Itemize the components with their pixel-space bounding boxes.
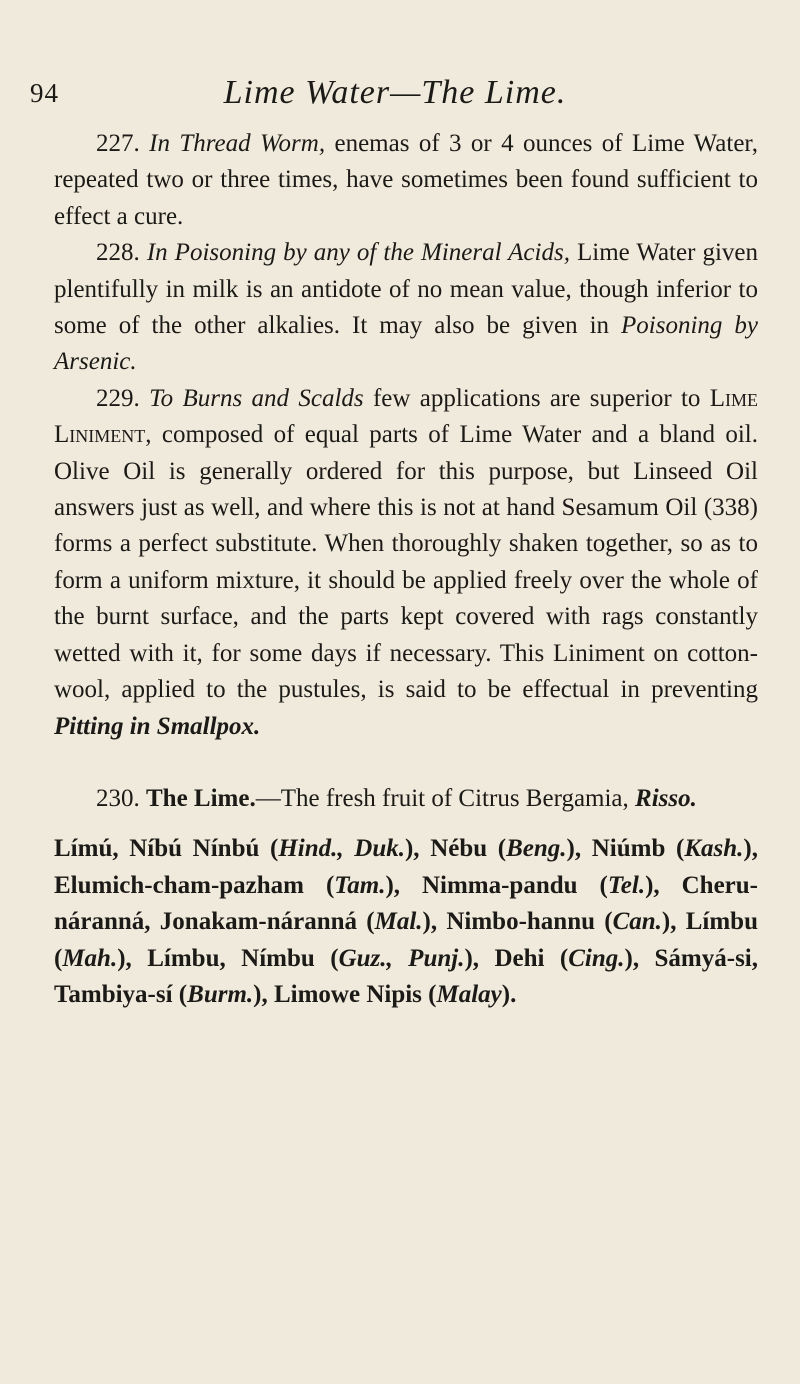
language-abbrev: Cing. [568, 944, 625, 972]
small-caps-term: Lime Liniment, [54, 384, 759, 449]
language-abbrev: Kash. [684, 835, 744, 863]
language-abbrev: Beng. [506, 835, 567, 863]
language-abbrev: Hind., Duk. [278, 835, 405, 863]
synonym-text: ), Nimma-pandu ( [385, 871, 608, 899]
paragraph-number: 227. [96, 130, 140, 157]
section-gap [54, 745, 758, 781]
synonym-text: ), Cheru-náranná, Jonakam-náranná ( [54, 871, 758, 936]
language-abbrev: Malay [436, 980, 502, 1008]
synonym-text: ), Límbu, Nímbu ( [117, 944, 339, 972]
italic-phrase: To Burns and Scalds [149, 384, 364, 412]
paragraph-text: —The fresh fruit of Citrus Bergamia, [255, 784, 636, 812]
paragraph-229 [54, 381, 758, 745]
vernacular-synonyms [54, 831, 758, 1013]
paragraph-text: few applications are superior to [363, 384, 710, 412]
italic-phrase: In Poisoning by any of the Mineral Acids, [146, 239, 570, 267]
language-abbrev: Mah. [62, 944, 118, 972]
paragraph-text: composed of equal parts of Lime Water and a bland oil. Olive Oil is generally ordered for this purpose, but Linseed Oil answers just as well, and where this is not at hand Sesamum Oil (338) forms a perfect substitute. When thoroughly shaken together, so as to form a uniform mixture, it should be applied freely over the whole of the burnt surface, and the parts kept covered with rags constantly wetted with it, for some days if necessary. This Liniment on cotton-wool, applied to the pustules, is said to be effectual in preventing [54, 421, 758, 704]
page-header [30, 74, 760, 118]
paragraph-230 [54, 781, 758, 817]
synonym-text: ), Limowe Nipis ( [253, 980, 437, 1008]
synonym-text: ), Límbu ( [54, 908, 758, 972]
paragraph-number: 230. [96, 784, 140, 812]
synonym-text: ). [501, 980, 517, 1008]
page-number: 94 [30, 78, 59, 108]
language-abbrev: Mal. [374, 908, 423, 936]
italic-phrase: Pitting in Smallpox. [54, 712, 261, 740]
synonym-text: ), Niúmb ( [566, 835, 685, 863]
section-heading: The Lime. [146, 784, 256, 812]
synonym-text: Límú, Níbú Nínbú ( [54, 835, 279, 863]
synonym-text: ), Elumich-cham-pazham ( [54, 835, 758, 899]
language-abbrev: Can. [612, 908, 662, 936]
synonym-text: ), Dehi ( [464, 944, 569, 972]
italic-phrase: In Thread Worm, [149, 130, 326, 157]
paragraph-number: 228. [96, 239, 140, 267]
running-title: Lime Water—The Lime. [223, 74, 567, 111]
synonym-text: ), Sámyá-si, Tambiya-sí ( [54, 944, 759, 1008]
paragraph-number: 229. [96, 384, 140, 412]
paragraph-text: enemas of 3 or 4 ounces of Lime Water, repeated two or three times, have sometimes been found sufficient to effect a cure. [54, 130, 758, 230]
language-abbrev: Burm. [187, 980, 254, 1008]
paragraph-227 [54, 126, 758, 235]
synonym-text: ), Nimbo-hannu ( [422, 908, 613, 936]
language-abbrev: Guz., Punj. [338, 944, 465, 972]
language-abbrev: Tel. [607, 871, 646, 899]
italic-phrase: Poisoning by Arsenic. [54, 312, 758, 376]
paragraph-228 [54, 235, 758, 381]
paragraph-text: Lime Water given plentifully in milk is an antidote of no mean value, though inferior to some of the other alkalies. It may also be given in [54, 239, 759, 340]
botanical-author: Risso. [635, 784, 697, 812]
language-abbrev: Tam. [334, 871, 386, 899]
synonym-text: ), Nébu ( [404, 835, 507, 863]
page-body [54, 126, 758, 1013]
